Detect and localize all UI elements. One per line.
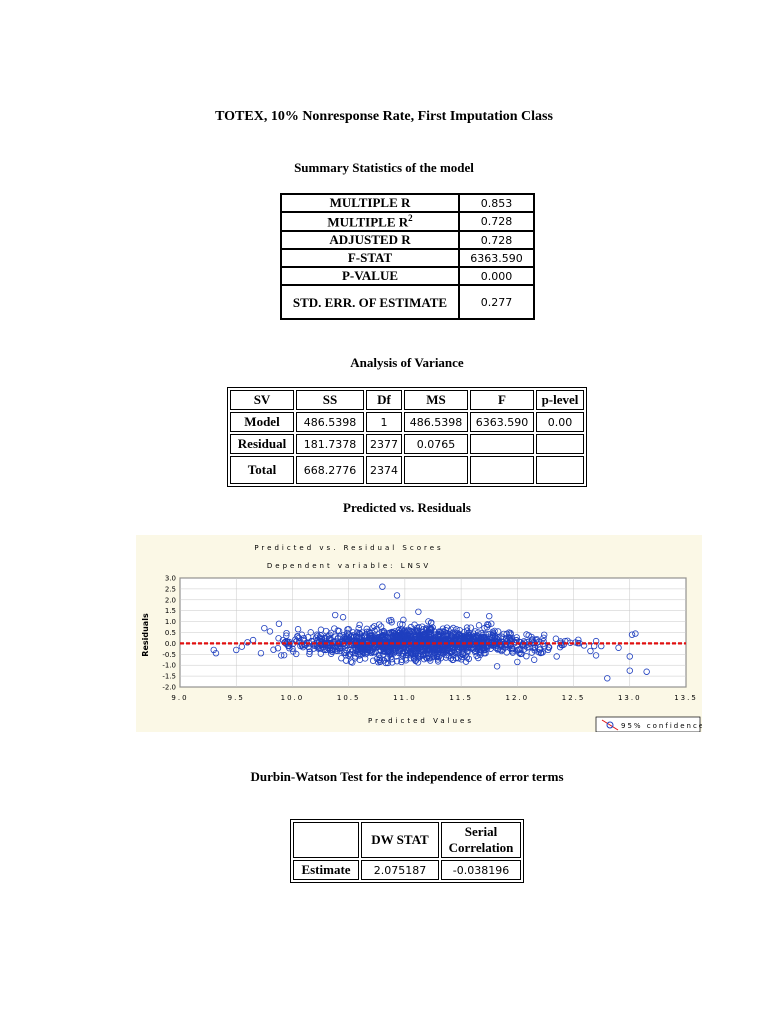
anova-df: 1 (366, 412, 402, 432)
anova-row-model (230, 412, 584, 432)
dw-row-label: Estimate (293, 860, 359, 880)
y-tick-label: -1.5 (162, 672, 176, 681)
y-axis-label: Residuals (141, 613, 150, 657)
x-tick-label: 11.0 (393, 694, 417, 702)
legend-label: 95% confidence (621, 722, 702, 730)
y-tick-label: 2.0 (164, 596, 176, 605)
anova-ss: 668.2776 (296, 456, 364, 484)
summary-value: 6363.590 (459, 249, 534, 267)
y-tick-label: 2.5 (164, 585, 176, 594)
anova-df: 2377 (366, 434, 402, 454)
summary-value: 0.000 (459, 267, 534, 285)
anova-f: 6363.590 (470, 412, 534, 432)
anova-ms (404, 456, 468, 484)
anova-f (470, 434, 534, 454)
y-tick-label: -1.0 (162, 661, 176, 670)
anova-row-total (230, 456, 584, 484)
summary-heading: Summary Statistics of the model (294, 160, 474, 175)
x-tick-label: 10.0 (280, 694, 305, 702)
anova-header-row (230, 390, 584, 410)
dw-header-empty (293, 822, 359, 858)
dw-serial-value: -0.038196 (441, 860, 521, 880)
x-tick-label: 13.5 (674, 694, 698, 702)
anova-df: 2374 (366, 456, 402, 484)
anova-p: 0.00 (536, 412, 584, 432)
summary-label: STD. ERR. OF ESTIMATE (281, 285, 459, 319)
plot-heading: Predicted vs. Residuals (343, 500, 471, 515)
anova-table (227, 387, 587, 487)
x-tick-label: 9.0 (171, 694, 189, 702)
summary-row (281, 231, 534, 249)
residual-chart (136, 535, 702, 732)
anova-header-df: Df (366, 390, 402, 410)
y-tick-label: -0.5 (162, 650, 176, 659)
anova-header-ms: MS (404, 390, 468, 410)
summary-value: 0.728 (459, 231, 534, 249)
summary-value: 0.728 (459, 212, 534, 231)
y-tick-label: 3.0 (164, 574, 176, 583)
summary-label: F-STAT (281, 249, 459, 267)
anova-sv: Total (230, 456, 294, 484)
anova-row-residual (230, 434, 584, 454)
document-title: TOTEX, 10% Nonresponse Rate, First Imputation Class (215, 109, 553, 124)
anova-ss: 181.7378 (296, 434, 364, 454)
summary-row (281, 194, 534, 212)
summary-table (280, 193, 535, 320)
summary-row (281, 212, 534, 231)
x-tick-label: 13.0 (617, 694, 642, 702)
anova-f (470, 456, 534, 484)
y-tick-label: 1.5 (164, 607, 176, 616)
summary-row (281, 249, 534, 267)
residual-chart-svg (136, 535, 702, 732)
anova-header-sv: SV (230, 390, 294, 410)
summary-label-text: MULTIPLE R (327, 214, 409, 230)
anova-heading: Analysis of Variance (350, 355, 464, 370)
summary-label (281, 212, 459, 231)
chart-subtitle: Dependent variable: LNSV (266, 562, 432, 570)
legend (596, 717, 702, 732)
superscript: 2 (408, 213, 413, 223)
summary-row (281, 267, 534, 285)
y-tick-label: 0.5 (164, 629, 176, 637)
dw-table (290, 819, 524, 883)
summary-label: ADJUSTED R (281, 231, 459, 249)
dw-stat-value: 2.075187 (361, 860, 439, 880)
y-tick-label: 1.0 (164, 618, 176, 627)
x-tick-label: 9.5 (227, 694, 245, 702)
x-tick-label: 11.5 (449, 694, 473, 702)
chart-title: Predicted vs. Residual Scores (254, 544, 444, 552)
summary-row (281, 285, 534, 319)
x-tick-label: 12.0 (505, 694, 530, 702)
summary-value: 0.853 (459, 194, 534, 212)
anova-sv: Model (230, 412, 294, 432)
anova-header-f: F (470, 390, 534, 410)
summary-label: MULTIPLE R (281, 194, 459, 212)
dw-heading: Durbin-Watson Test for the independence of error terms (250, 769, 564, 784)
x-tick-label: 12.5 (561, 694, 586, 702)
x-axis-label: Predicted Values (368, 717, 474, 725)
dw-header-stat: DW STAT (361, 822, 439, 858)
y-tick-label: 0.0 (164, 639, 176, 648)
anova-ms: 486.5398 (404, 412, 468, 432)
anova-header-p: p-level (536, 390, 584, 410)
plot-area (162, 575, 697, 703)
anova-ms: 0.0765 (404, 434, 468, 454)
anova-header-ss: SS (296, 390, 364, 410)
dw-header-serial: Serial Correlation (441, 822, 521, 858)
summary-label: P-VALUE (281, 267, 459, 285)
dw-header-row (293, 822, 521, 858)
anova-p (536, 434, 584, 454)
x-tick-label: 10.5 (336, 694, 361, 702)
anova-ss: 486.5398 (296, 412, 364, 432)
anova-p (536, 456, 584, 484)
y-tick-label: -2.0 (162, 683, 176, 692)
summary-value: 0.277 (459, 285, 534, 319)
anova-sv: Residual (230, 434, 294, 454)
dw-row (293, 860, 521, 880)
